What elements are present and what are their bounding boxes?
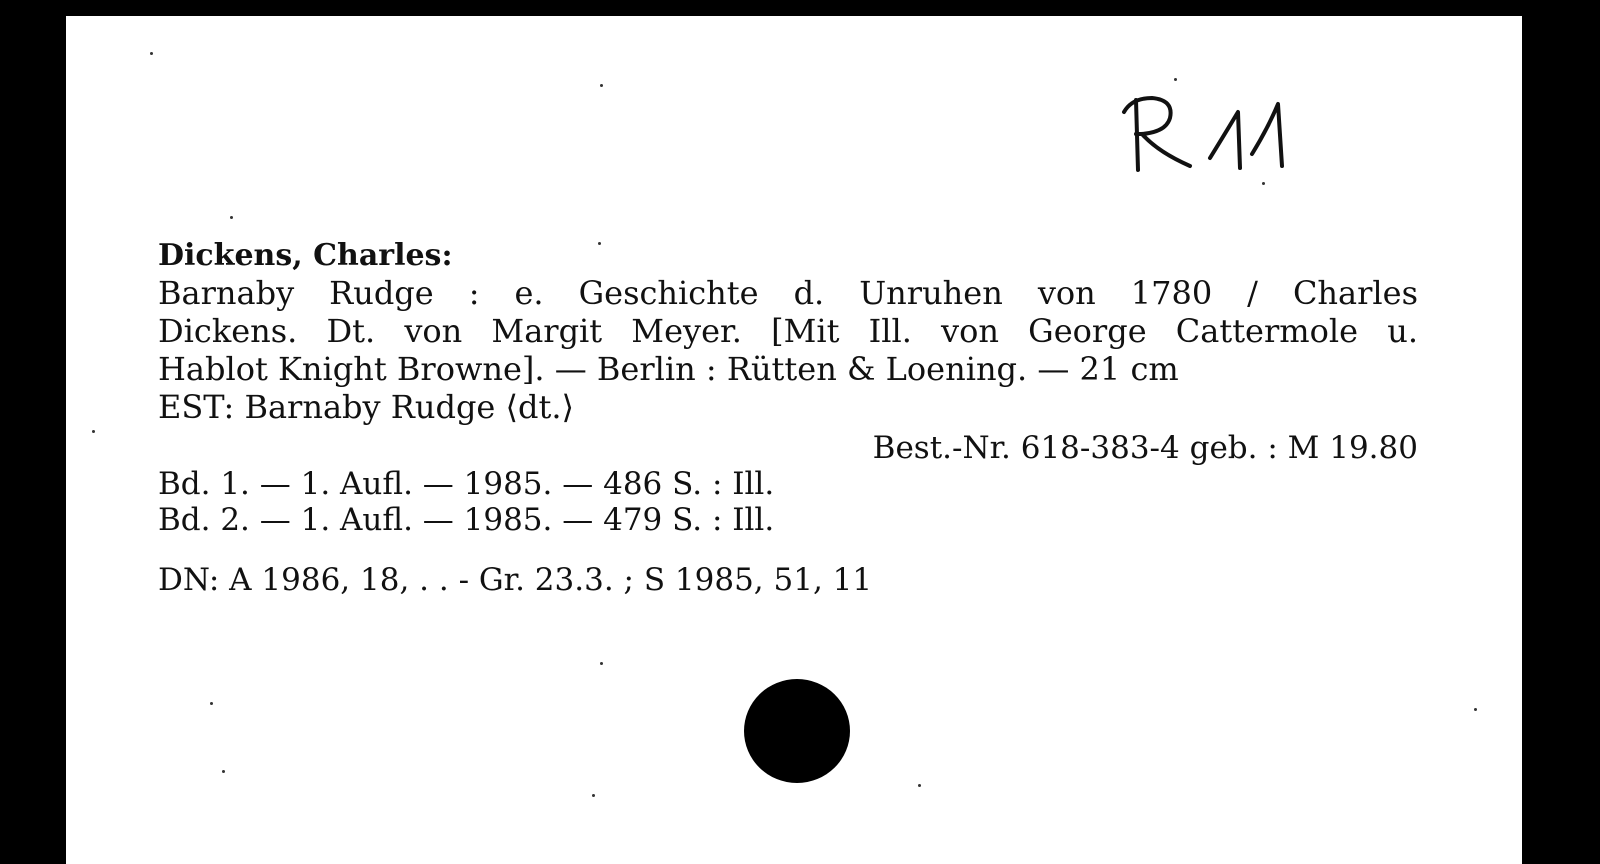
volume-line: Bd. 1. — 1. Aufl. — 1985. — 486 S. : Ill. [158,466,775,502]
scan-speck [598,242,601,245]
scan-speck [222,770,225,773]
scan-speck [210,702,213,705]
title-statement-line: Dickens. Dt. von Margit Meyer. [Mit Ill. von George Cattermole u. [158,312,1418,350]
order-number-price: Best.-Nr. 618-383-4 geb. : M 19.80 [872,430,1418,466]
scan-speck [1474,708,1477,711]
volume-line: Bd. 2. — 1. Aufl. — 1985. — 479 S. : Ill. [158,502,775,538]
title-statement-line: Barnaby Rudge : e. Geschichte d. Unruhen von 1780 / Charles [158,274,1418,312]
scan-speck [230,216,233,219]
title-statement-line: Hablot Knight Browne]. — Berlin : Rütten & Loening. — 21 cm [158,350,1179,388]
uniform-title-line: EST: Barnaby Rudge ⟨dt.⟩ [158,388,575,426]
scan-speck [600,662,603,665]
scan-speck [1174,78,1177,81]
catalog-card [66,16,1522,864]
scan-speck [150,52,153,55]
scan-speck [592,794,595,797]
catalog-entry [158,238,1418,598]
card-punch-hole [744,679,850,783]
author-heading: Dickens, Charles: [158,238,453,273]
scan-speck [92,430,95,433]
scan-speck [1262,182,1265,185]
handwritten-shelfmark [1118,84,1318,180]
scan-speck [600,84,603,87]
dn-reference: DN: A 1986, 18, . . - Gr. 23.3. ; S 1985, 51, 11 [158,562,873,598]
scan-speck [918,784,921,787]
